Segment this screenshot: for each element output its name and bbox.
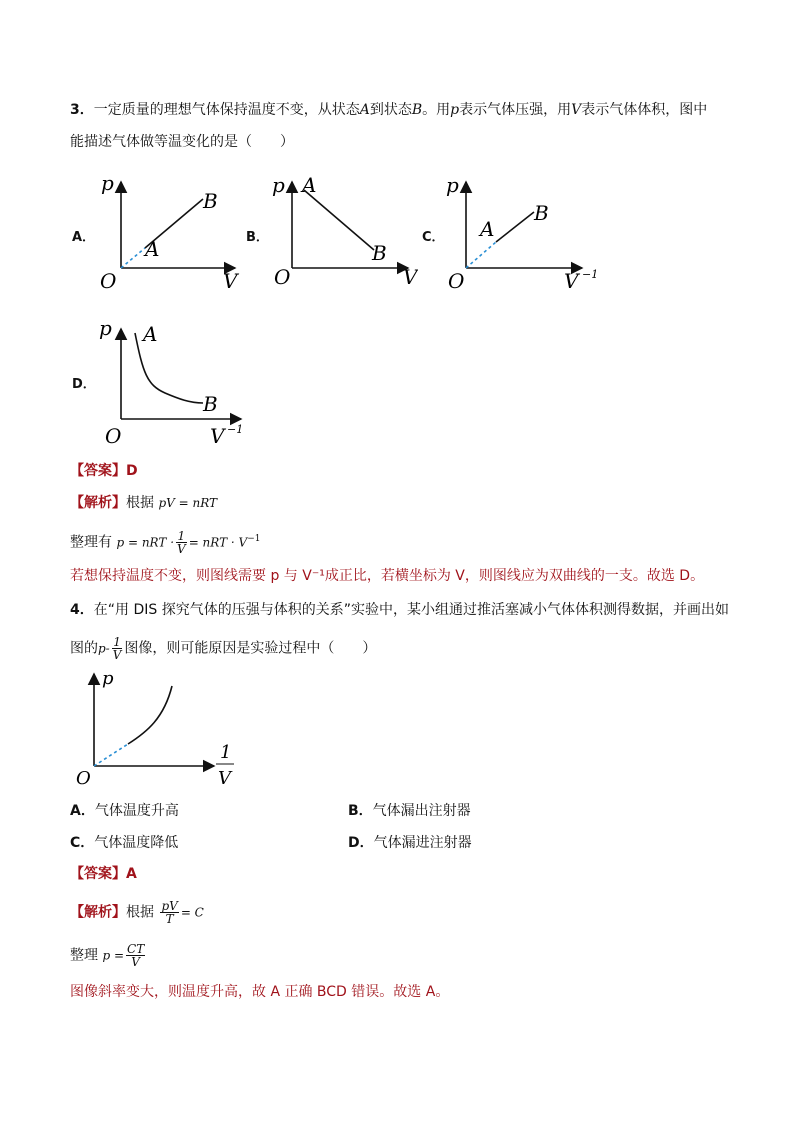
q3-conclusion: 若想保持温度不变，则图线需要 p 与 V⁻¹成正比，若横坐标为 V，则图线应为双曲线的一支。故选 D。 xyxy=(70,568,705,584)
q4-analysis: 【解析】根据 $\frac{pV}{T}$ = C xyxy=(70,899,204,926)
point-b-label: B xyxy=(203,189,218,213)
q4-option-c: C．气体温度降低 xyxy=(70,835,179,851)
q4-line1: 4．在“用 DIS 探究气体的压强与体积的关系”实验中，某小组通过推活塞减小气体体积测得数据，并画出如 xyxy=(70,602,729,618)
q3-number: 3． xyxy=(70,102,94,118)
point-a-label: A xyxy=(145,237,160,261)
q3-line2: 能描述气体做等温变化的是（ ） xyxy=(70,134,294,150)
origin-label: O xyxy=(274,265,291,289)
q3-graph-b xyxy=(268,170,418,290)
point-a-label: A xyxy=(302,173,317,197)
q4-line2: 图的p- $\frac{1}{V}$ 图像，则可能原因是实验过程中（ ） xyxy=(70,635,377,662)
q3-answer: 【答案】D xyxy=(70,463,138,479)
q4-answer: 【答案】A xyxy=(70,866,137,882)
origin-label: O xyxy=(100,269,117,293)
fraction: $\frac{1}{V}$ xyxy=(177,529,186,557)
axis-p-label: p xyxy=(99,316,112,340)
point-b-label: B xyxy=(534,201,549,225)
point-b-label: B xyxy=(203,392,218,416)
q3-graph-c xyxy=(442,170,602,295)
axis-p-label: p xyxy=(101,171,114,195)
point-a-label: A xyxy=(480,217,495,241)
axis-frac-num: 1 xyxy=(220,742,232,763)
axis-p-label: p xyxy=(272,173,285,197)
q3-option-d-label: D． xyxy=(72,377,96,392)
axis-vinv-label: V xyxy=(210,424,225,448)
origin-label: O xyxy=(448,269,465,293)
q3-option-c-label: C． xyxy=(422,230,445,245)
axis-v-label: V xyxy=(223,269,238,293)
q4-conclusion: 图像斜率变大，则温度升高，故 A 正确 BCD 错误。故选 A。 xyxy=(70,984,450,1000)
q4-graph xyxy=(72,664,242,794)
point-a-label: A xyxy=(143,322,158,346)
q3-graph-d xyxy=(95,313,255,448)
q3-line1: 3．一定质量的理想气体保持温度不变，从状态A到状态B。用p表示气体压强，用V表示气体体积，图中 xyxy=(70,102,708,118)
axis-p-label: p xyxy=(102,668,114,689)
q3-option-b-label: B． xyxy=(246,230,269,245)
q4-rearrange: 整理 p = $\frac{CT}{V}$ xyxy=(70,942,145,969)
q4-option-a: A．气体温度升高 xyxy=(70,803,179,819)
q3-graph-a xyxy=(95,170,245,295)
axis-vinv-exp: −1 xyxy=(227,423,244,436)
q4-option-d: D．气体漏进注射器 xyxy=(348,835,472,851)
fraction: $\frac{1}{V}$ xyxy=(112,635,122,662)
q3-analysis: 【解析】根据 pV = nRT xyxy=(70,495,218,511)
axis-vinv-exp: −1 xyxy=(582,268,599,281)
point-b-label: B xyxy=(372,241,387,265)
axis-frac-den: V xyxy=(218,768,231,789)
origin-label: O xyxy=(105,424,122,448)
axis-vinv-label: V xyxy=(564,269,579,293)
fraction: $\frac{CT}{V}$ xyxy=(127,942,145,969)
axis-p-label: p xyxy=(446,173,459,197)
q3-option-a-label: A． xyxy=(72,230,96,245)
axis-v-label: V xyxy=(403,265,418,289)
q3-rearrange: 整理有 p = nRT · $\frac{1}{V}$ = nRT · $V^{-1}$ xyxy=(70,529,261,557)
q4-option-b: B．气体漏出注射器 xyxy=(348,803,471,819)
fraction: $\frac{pV}{T}$ xyxy=(161,899,178,926)
origin-label: O xyxy=(76,768,91,789)
